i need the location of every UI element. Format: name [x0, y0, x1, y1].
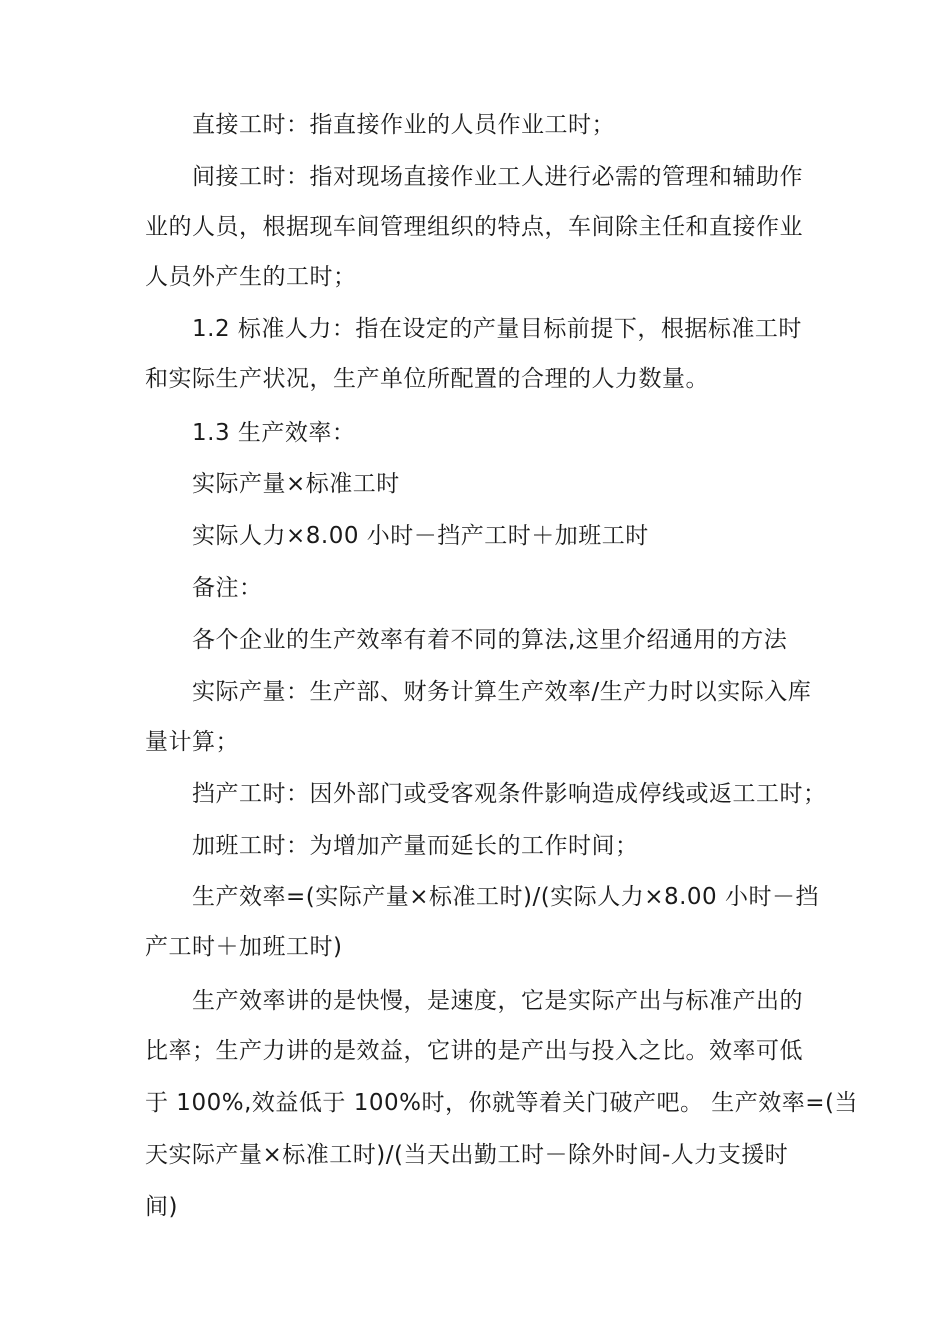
paragraph-efficiency-vs-productivity-cont4: 间): [145, 1194, 178, 1220]
formula-numerator: 实际产量×标准工时: [192, 471, 400, 497]
paragraph-efficiency-vs-productivity-cont3: 天实际产量×标准工时)/(当天出勤工时－除外时间-人力支援时: [145, 1142, 789, 1168]
efficiency-formula: 生产效率=(实际产量×标准工时)/(实际人力×8.00 小时－挡: [192, 884, 820, 910]
note-overtime-hours: 加班工时：为增加产量而延长的工作时间；: [192, 833, 639, 859]
formula-denominator: 实际人力×8.00 小时－挡产工时＋加班工时: [192, 523, 649, 549]
note-actual-output: 实际产量：生产部、财务计算生产效率/生产力时以实际入库: [192, 679, 812, 705]
note-blocked-hours: 挡产工时：因外部门或受客观条件影响造成停线或返工工时；: [192, 781, 827, 807]
section-standard-manpower-cont: 和实际生产状况，生产单位所配置的合理的人力数量。: [145, 366, 709, 392]
paragraph-indirect-hours-cont2: 人员外产生的工时；: [145, 264, 357, 290]
paragraph-efficiency-vs-productivity-cont2: 于 100%,效益低于 100%时，你就等着关门破产吧。 生产效率=(当: [145, 1090, 858, 1116]
paragraph-direct-hours: 直接工时：指直接作业的人员作业工时；: [192, 112, 615, 138]
efficiency-formula-cont: 产工时＋加班工时): [145, 934, 343, 960]
paragraph-indirect-hours-cont1: 业的人员，根据现车间管理组织的特点，车间除主任和直接作业: [145, 214, 803, 240]
paragraph-efficiency-vs-productivity: 生产效率讲的是快慢，是速度，它是实际产出与标准产出的: [192, 988, 803, 1014]
note-actual-output-cont: 量计算；: [145, 729, 239, 755]
section-production-efficiency: 1.3 生产效率：: [192, 420, 356, 446]
note-general-method: 各个企业的生产效率有着不同的算法,这里介绍通用的方法: [192, 627, 788, 653]
note-heading: 备注：: [192, 575, 263, 601]
paragraph-efficiency-vs-productivity-cont1: 比率；生产力讲的是效益，它讲的是产出与投入之比。效率可低: [145, 1038, 803, 1064]
paragraph-indirect-hours: 间接工时：指对现场直接作业工人进行必需的管理和辅助作: [192, 164, 803, 190]
section-standard-manpower: 1.2 标准人力：指在设定的产量目标前提下，根据标准工时: [192, 316, 802, 342]
